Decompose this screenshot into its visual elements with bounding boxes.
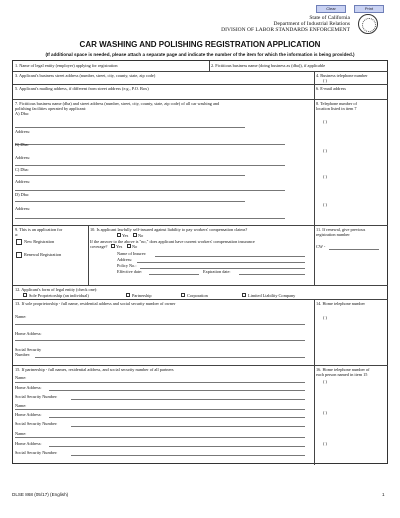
partner1-phone[interactable]: ( ) [323, 379, 327, 384]
item9-label: 9. This is an application for [15, 227, 63, 232]
item7-label: 7. Fictitious business name (dba) and street address (number, street, city, county, state, zip code) of all car washing and [15, 101, 220, 106]
dba-d-address-label: Address: [15, 206, 31, 211]
print-button[interactable]: Print [354, 5, 384, 13]
partner2-ssn-field[interactable] [71, 426, 305, 427]
entity-sole-checkbox[interactable] [23, 293, 27, 297]
self-insured-no-checkbox[interactable] [133, 233, 137, 237]
new-registration-label: New Registration [24, 239, 55, 244]
owner-name-field[interactable] [15, 324, 305, 325]
item10-question2-cont: coverage? [90, 244, 108, 249]
policy-no-label: Policy No.: [117, 263, 137, 268]
partner3-name-label: Name: [15, 431, 27, 436]
partner1-address-field[interactable] [49, 390, 305, 391]
dba-a-label: A) Dba: [15, 111, 29, 116]
item13-label: 13. If sole proprietorship - full name, residential address and social security number of owner [15, 301, 176, 306]
item14-label: 14. Home telephone number [316, 301, 365, 306]
insurance-no-checkbox[interactable] [127, 244, 131, 248]
dba-d-address-field[interactable] [15, 218, 285, 219]
item4-phone[interactable]: ( ) [323, 78, 327, 83]
owner-ssn-label-cont: Number: [15, 352, 31, 357]
partner2-name-label: Name: [15, 403, 27, 408]
item16-label: 16. Home telephone number of [316, 367, 370, 372]
owner-ssn-label: Social Security [15, 347, 42, 352]
dba-b-address-label: Address: [15, 155, 31, 160]
item1-label: 1. Name of legal entity (employer) applying for registration [15, 63, 118, 68]
entity-partnership-checkbox[interactable] [126, 293, 130, 297]
partner3-address-label: Home Address: [15, 441, 42, 446]
header-division: DIVISION OF LABOR STANDARDS ENFORCEMENT [221, 27, 350, 33]
partner1-ssn-label: Social Security Number: [15, 394, 58, 399]
item10-label: 10. Is applicant lawfully self-insured against liability to pay workers' compensation claims? [90, 227, 248, 232]
partner2-phone[interactable]: ( ) [323, 410, 327, 415]
insurer-name-field[interactable] [155, 256, 305, 257]
item16-label-cont: each person named in item 15 [316, 372, 368, 377]
partner2-name-field[interactable] [15, 409, 305, 410]
registration-form [12, 60, 388, 464]
item4-label: 4. Business telephone number [316, 73, 368, 78]
partner2-ssn-label: Social Security Number: [15, 421, 58, 426]
header-state: State of California [309, 15, 350, 21]
partner3-address-field[interactable] [49, 446, 305, 447]
dba-b-label: B) Dba: [15, 142, 29, 147]
owner-phone[interactable]: ( ) [323, 315, 327, 320]
expiration-date-field[interactable] [239, 274, 305, 275]
entity-sole-label: Sole Proprietorship (an individual) [29, 293, 89, 298]
partner3-ssn-field[interactable] [71, 455, 305, 456]
self-insured-yes-checkbox[interactable] [117, 233, 121, 237]
self-insured-yes-label: Yes [122, 233, 129, 238]
item11-label-cont: registration number [316, 232, 350, 237]
insurer-address-label: Address: [117, 257, 133, 262]
item3-label: 3. Applicant's business street address (number, street, city, county, state, zip code) [15, 73, 156, 78]
insurer-name-label: Name of Insurer: [117, 251, 147, 256]
form-title: CAR WASHING AND POLISHING REGISTRATION APPLICATION [79, 40, 321, 49]
renewal-registration-checkbox[interactable] [16, 252, 22, 258]
renewal-registration-label: Renewal Registration [24, 252, 62, 257]
partner1-name-label: Name: [15, 375, 27, 380]
dba-b-phone[interactable]: ( ) [323, 148, 327, 153]
partner3-name-field[interactable] [15, 437, 305, 438]
dba-a-field[interactable] [15, 127, 245, 128]
dba-c-address-label: Address: [15, 179, 31, 184]
form-instruction: (If additional space is needed, please attach a separate page and indicate the number of the item for which the information is being provided.) [45, 52, 355, 57]
owner-name-label: Name: [15, 314, 27, 319]
dba-c-phone[interactable]: ( ) [323, 174, 327, 179]
dba-c-address-field[interactable] [15, 190, 285, 191]
item2-label: 2. Fictitious business name (doing business as (dba)), if applicable [211, 63, 326, 68]
dba-c-field[interactable] [15, 175, 245, 176]
item12-label: 12. Applicant's form of legal entity (check one): [15, 287, 98, 292]
partner1-name-field[interactable] [15, 382, 305, 383]
dba-d-phone[interactable]: ( ) [323, 202, 327, 207]
dba-d-label: D) Dba: [15, 192, 29, 197]
form-id: DLSE 868 (05/17) (English) [12, 492, 69, 497]
item11-label: 11. If renewal, give previous [316, 227, 366, 232]
expiration-date-label: Expiration date: [203, 269, 231, 274]
owner-home-address-label: Home Address: [15, 331, 42, 336]
item10-question2: If the answer to the above is "no," does applicant have current workers' compensation insurance [90, 239, 255, 244]
effective-date-field[interactable] [149, 274, 199, 275]
header-department: Department of Industrial Relations [273, 21, 350, 27]
owner-home-address-field[interactable] [15, 340, 305, 341]
dba-b-address-field[interactable] [15, 165, 285, 166]
insurance-yes-checkbox[interactable] [111, 244, 115, 248]
dba-c-label: C) Dba: [15, 167, 29, 172]
page-number: 1 [382, 492, 385, 497]
partner1-ssn-field[interactable] [71, 399, 305, 400]
dba-d-field[interactable] [15, 201, 245, 202]
entity-llc-checkbox[interactable] [242, 293, 246, 297]
partner1-address-label: Home Address: [15, 385, 42, 390]
item7-label-cont: polishing facilities operated by applicant: [15, 106, 87, 111]
insurer-address-field[interactable] [137, 262, 305, 263]
partner3-ssn-label: Social Security Number: [15, 450, 58, 455]
item8-label-cont: location listed in item 7 [316, 106, 357, 111]
cw-number-field[interactable] [329, 249, 379, 250]
item9-label-cont: a: [15, 232, 19, 237]
entity-corporation-checkbox[interactable] [181, 293, 185, 297]
entity-partnership-label: Partnership [132, 293, 152, 298]
item6-label: 6. E-mail address [316, 86, 346, 91]
entity-corporation-label: Corporation [187, 293, 208, 298]
dba-a-address-field[interactable] [15, 144, 285, 145]
new-registration-checkbox[interactable] [16, 239, 22, 245]
owner-ssn-field[interactable] [35, 357, 305, 358]
item5-label: 5. Applicant's mailing address, if different from street address (e.g., P.O. Box) [15, 86, 149, 91]
insurance-yes-label: Yes [116, 244, 123, 249]
partner3-phone[interactable]: ( ) [323, 441, 327, 446]
state-seal-icon [358, 14, 378, 34]
self-insured-no-label: No [138, 233, 144, 238]
effective-date-label: Effective date: [117, 269, 143, 274]
dba-a-phone[interactable]: ( ) [323, 119, 327, 124]
dba-a-address-label: Address: [15, 129, 31, 134]
cw-label: CW - [316, 244, 326, 249]
partner2-address-label: Home Address: [15, 412, 42, 417]
entity-llc-label: Limited Liability Company [248, 293, 296, 298]
clear-button[interactable]: Clear [316, 5, 346, 13]
item15-label: 15. If partnership - full names, residential address, and social security number of all partners [15, 367, 174, 372]
partner2-address-field[interactable] [49, 417, 305, 418]
insurance-no-label: No [132, 244, 138, 249]
item8-label: 8. Telephone number of [316, 101, 357, 106]
